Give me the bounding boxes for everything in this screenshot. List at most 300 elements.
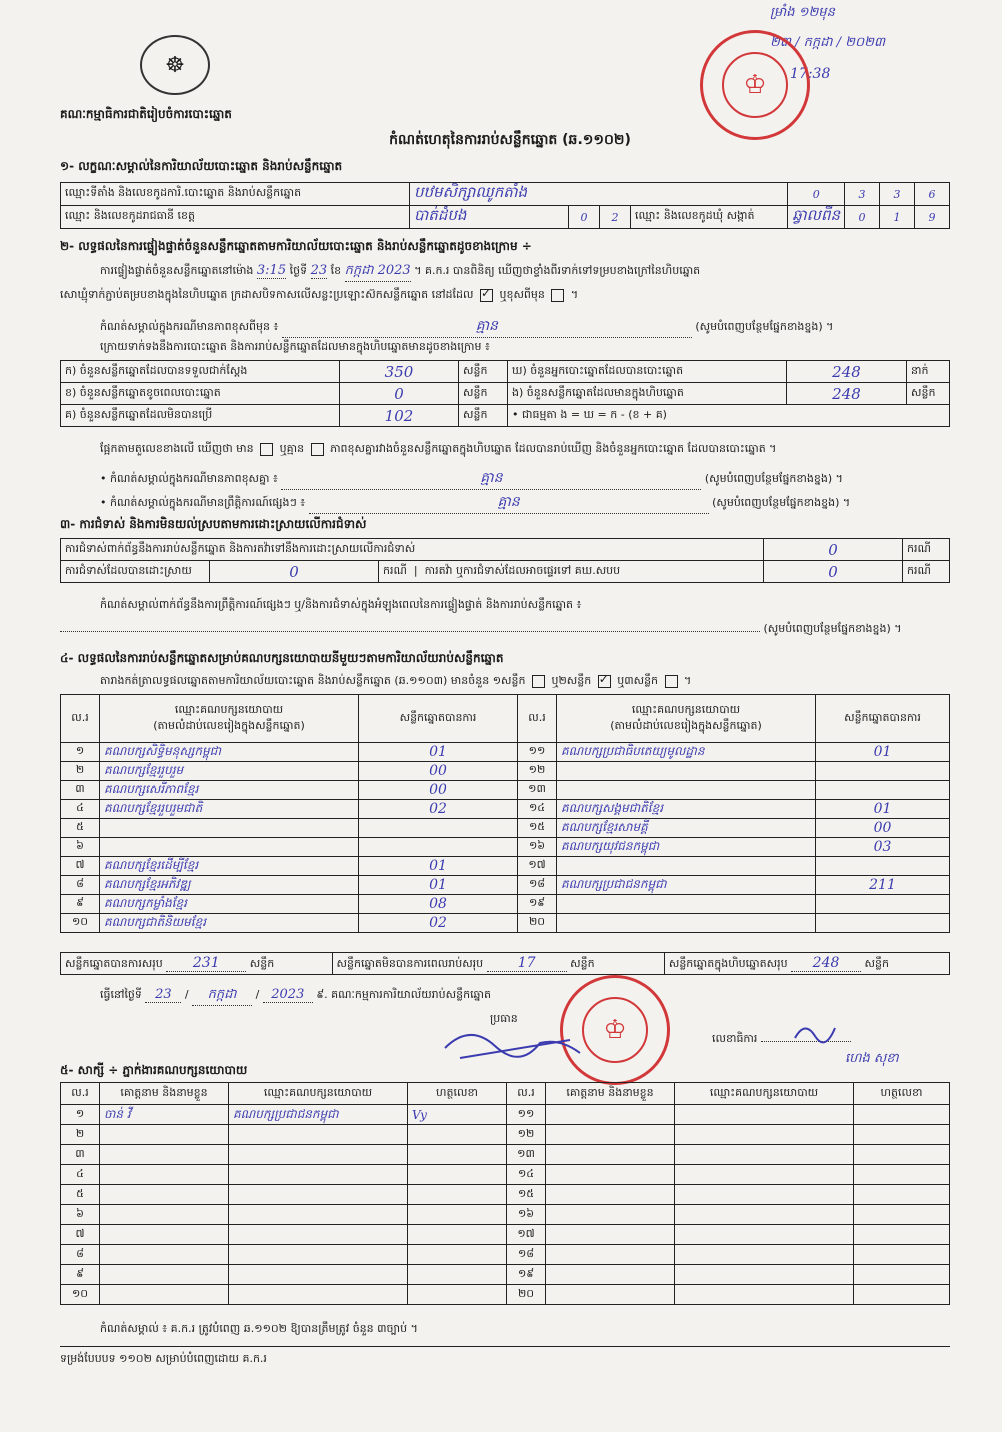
witness-sign-right <box>854 1125 950 1145</box>
witness-sign-left <box>408 1125 507 1145</box>
received-value: 350 <box>340 361 459 383</box>
unchanged-checkbox[interactable] <box>480 289 493 302</box>
witness-party-right <box>675 1125 854 1145</box>
witness-no-right: ១៧ <box>507 1225 546 1245</box>
party-no-right: ១២ <box>518 762 557 781</box>
station-code-4: 6 <box>915 183 950 206</box>
witness-sign-left <box>408 1245 507 1265</box>
party-name-right <box>557 857 816 876</box>
witness-name-left <box>100 1285 229 1305</box>
witness-sign-left <box>408 1145 507 1165</box>
party-votes-left: 02 <box>359 914 518 933</box>
witness-party-left <box>229 1285 408 1305</box>
witness-party-left: គណបក្សប្រជាជនកម្ពុជា <box>229 1105 408 1125</box>
witness-sign-right <box>854 1105 950 1125</box>
total-invalid-cell <box>332 953 664 975</box>
three-sheet-checkbox[interactable] <box>665 675 678 688</box>
party-name-right <box>557 895 816 914</box>
objection-row3-value: 0 <box>764 561 903 583</box>
party-name-left: គណបក្សខ្មែររួបរួម <box>100 762 359 781</box>
witness-party-left <box>229 1205 408 1225</box>
spoiled-label: ខ) ចំនួនសន្លឹកឆ្នោតខូចពេលបោះឆ្នោត <box>61 383 340 405</box>
verification-text-c: ខែ <box>330 264 342 277</box>
col-party-left-sub: (តាមលំដាប់លេខរៀងក្នុងសន្លឹកឆ្នោត) <box>153 718 305 732</box>
col-no-left: ល.រ <box>61 695 100 743</box>
witness-name-left <box>100 1165 229 1185</box>
party-row <box>61 819 950 838</box>
witness-name-left: ចាន់ វី <box>100 1105 229 1125</box>
party-no-left: ៨ <box>61 876 100 895</box>
party-votes-left: 00 <box>359 762 518 781</box>
commune-value: ឆ្វាលពីន <box>788 206 845 229</box>
section3-heading: ៣- ការជំទាស់ និងការមិនយល់ស្របតាមការដោះស្រាយលើការជំទាស់ <box>60 517 367 531</box>
witness-name-right <box>546 1145 675 1165</box>
witness-name-right <box>546 1105 675 1125</box>
total-valid-cell <box>61 953 333 975</box>
objection-table <box>60 538 950 583</box>
col-votes-left: សន្លឹកឆ្នោតបានការ <box>359 695 518 743</box>
in-box-unit: សន្លឹក <box>907 383 950 405</box>
total-valid-value: 231 <box>166 955 246 972</box>
party-row <box>61 876 950 895</box>
witness-sign-right <box>854 1205 950 1225</box>
party-votes-left: 01 <box>359 743 518 762</box>
station-code-3: 3 <box>880 183 915 206</box>
org-name: គណៈកម្មាធិការជាតិរៀបចំការបោះឆ្នោត <box>60 107 232 121</box>
party-name-left <box>100 819 359 838</box>
commune-code-2: 1 <box>880 206 915 229</box>
witness-row <box>61 1245 950 1265</box>
spoiled-value: 0 <box>340 383 459 405</box>
party-row <box>61 743 950 762</box>
verification-text-d: ។ គ.ក.រ បានពិនិត្យ ឃើញថាខ្ទាំងពីរទាក់ទៅទម្របខាងក្រៅនៃហិបឆ្នោត <box>414 264 701 277</box>
verification-day: 23 <box>310 263 328 278</box>
official-stamp-top <box>700 30 810 140</box>
party-votes-left: 00 <box>359 781 518 800</box>
totals-table <box>60 952 950 975</box>
party-votes-left <box>359 838 518 857</box>
witness-no-left: ៥ <box>61 1185 100 1205</box>
nec-logo: ☸ <box>140 35 210 95</box>
witness-no-left: ៧ <box>61 1225 100 1245</box>
section4-intro-b: ឬ២សន្លឹក <box>551 674 592 687</box>
in-box-label: ង) ចំនួនសន្លឹកឆ្នោតដែលមានក្នុងហិបឆ្នោត <box>508 383 787 405</box>
party-row <box>61 762 950 781</box>
witness-name-right <box>546 1265 675 1285</box>
witness-name-right <box>546 1165 675 1185</box>
secretary-signature-icon <box>790 1018 840 1048</box>
witness-name-right <box>546 1125 675 1145</box>
objection-note-blank <box>60 631 760 632</box>
ballot-intro: ក្រោយទាក់ទងនឹងការបោះឆ្នោត និងការរាប់សន្លឹកឆ្នោតដែលមានក្នុងហិបឆ្នោតមានដូចខាងក្រោម ៖ <box>100 340 490 353</box>
party-no-left: ១ <box>61 743 100 762</box>
witness-no-right: ២០ <box>507 1285 546 1305</box>
total-invalid-unit: សន្លឹក <box>570 956 595 970</box>
witness-no-right: ១៦ <box>507 1205 546 1225</box>
verification-line-2: សោឃ្មុំទាក់ភ្ជាប់តម្របខាងក្នុងនៃហិបឆ្នោត ក្រដាសបិទកាសលើសន្លះប្រឡោះស៊កសន្លឹកឆ្នោត នៅដដែល ✓ ឬខុសពីមុន ។ <box>60 288 578 304</box>
station-value: បឋមសិក្សាឈូកតាំង <box>410 183 788 206</box>
section4-intro-c: ឬ៣សន្លឹក <box>617 674 659 687</box>
witness-party-right <box>675 1145 854 1165</box>
party-row <box>61 838 950 857</box>
date-day: 23 <box>145 987 181 1003</box>
party-name-left <box>100 838 359 857</box>
party-no-left: ៩ <box>61 895 100 914</box>
witness-no-left: ៩ <box>61 1265 100 1285</box>
witness-name-left <box>100 1265 229 1285</box>
witness-row <box>61 1205 950 1225</box>
witness-row <box>61 1145 950 1165</box>
witness-name-right <box>546 1205 675 1225</box>
party-no-left: ៥ <box>61 819 100 838</box>
w-col-party-left: ឈ្មោះគណបក្សនយោបាយ <box>229 1083 408 1105</box>
province-code-2: 2 <box>600 206 631 229</box>
voted-unit: នាក់ <box>907 361 950 383</box>
verification-text-a: ការផ្ទៀងផ្ទាត់ចំនួនសន្លឹកឆ្នោតនៅម៉ោង <box>100 264 254 277</box>
party-votes-right <box>816 781 950 800</box>
witness-sign-right <box>854 1145 950 1165</box>
witness-sign-left <box>408 1185 507 1205</box>
note3-label: • កំណត់សម្គាល់ក្នុងករណីមានព្រឹត្តិការណ៍ផ្សេងៗ ៖ <box>100 496 306 509</box>
party-no-left: ៣ <box>61 781 100 800</box>
witness-sign-left <box>408 1225 507 1245</box>
station-code-2: 3 <box>845 183 880 206</box>
president-label: ប្រធាន <box>490 1012 518 1025</box>
witness-row <box>61 1225 950 1245</box>
commune-label: ឈ្មោះ និងលេខកូដឃុំ សង្កាត់ <box>631 206 788 229</box>
party-row <box>61 781 950 800</box>
witness-sign-left <box>408 1165 507 1185</box>
verification-time: 3:15 <box>256 263 287 278</box>
witness-no-left: ២ <box>61 1125 100 1145</box>
witness-row <box>61 1125 950 1145</box>
difference-note-hint: (សូមបំពេញបន្ថែមផ្នែកខាងខ្នង) ។ <box>695 320 834 333</box>
witness-no-left: ១ <box>61 1105 100 1125</box>
objection-row1-unit: ករណី <box>903 539 950 561</box>
objection-row1-label: ការជំទាស់ពាក់ព័ន្ធនឹងការរាប់សន្លឹកឆ្នោត និងការតវ៉ាទៅនឹងការដោះស្រាយលើការជំទាស់ <box>61 539 764 561</box>
witness-party-right <box>675 1265 854 1285</box>
witness-row <box>61 1185 950 1205</box>
section1-table <box>60 182 950 229</box>
witness-no-right: ១៤ <box>507 1165 546 1185</box>
total-invalid-value: 17 <box>487 955 567 972</box>
received-unit: សន្លឹក <box>459 361 508 383</box>
witness-name-right <box>546 1225 675 1245</box>
unused-label: គ) ចំនួនសន្លឹកឆ្នោតដែលមិនបានប្រើ <box>61 405 340 427</box>
one-sheet-checkbox[interactable] <box>532 675 545 688</box>
witness-party-right <box>675 1245 854 1265</box>
party-name-left: គណបក្សខ្មែរអភិវឌ្ឍ <box>100 876 359 895</box>
objection-row3-unit: ករណី <box>903 561 950 583</box>
witness-party-left <box>229 1185 408 1205</box>
handwritten-date-top: ២៣ / កក្កដា / ២០២៣ <box>770 35 886 50</box>
party-no-right: ១៥ <box>518 819 557 838</box>
unused-unit: សន្លឹក <box>459 405 508 427</box>
party-votes-right: 03 <box>816 838 950 857</box>
total-box-cell <box>664 953 949 975</box>
party-votes-left: 02 <box>359 800 518 819</box>
handwritten-time-top: 17:38 <box>790 66 831 82</box>
compare-line <box>100 442 776 458</box>
party-no-right: ១៤ <box>518 800 557 819</box>
party-votes-right <box>816 762 950 781</box>
witness-name-left <box>100 1205 229 1225</box>
objection-note-hint: (សូមបំពេញបន្ថែមផ្នែកខាងខ្នង) ។ <box>763 622 902 635</box>
party-name-left: គណបក្សសេរីភាពខ្មែរ <box>100 781 359 800</box>
form-title: កំណត់ហេតុនៃការរាប់សន្លឹកឆ្នោត (ឆ.១១០២) <box>389 132 631 148</box>
witness-sign-right <box>854 1285 950 1305</box>
witness-name-right <box>546 1245 675 1265</box>
objection-row1-value: 0 <box>764 539 903 561</box>
col-party-left <box>100 695 359 743</box>
section4-heading: ៤- លទ្ធផលនៃការរាប់សន្លឹកឆ្នោតសម្រាប់គណបក្សនយោបាយនីមួយៗតាមការិយាល័យរាប់សន្លឹកឆ្នោត <box>60 651 504 665</box>
stamp-emblem-icon: ♔ <box>722 52 788 118</box>
witness-sign-right <box>854 1245 950 1265</box>
province-value: បាត់ដំបង <box>410 206 569 229</box>
party-votes-right: 211 <box>816 876 950 895</box>
party-results-table <box>60 694 950 933</box>
note3-value: គ្មាន <box>309 492 709 514</box>
difference-note-line <box>100 316 833 338</box>
objection-row2-value: 0 <box>210 561 379 583</box>
witness-sign-right <box>854 1185 950 1205</box>
witness-no-right: ១៥ <box>507 1185 546 1205</box>
party-no-right: ១១ <box>518 743 557 762</box>
party-no-left: ៤ <box>61 800 100 819</box>
received-label: ក) ចំនួនសន្លឹកឆ្នោតដែលបានទទួលជាក់ស្តែង <box>61 361 340 383</box>
witness-no-left: ៤ <box>61 1165 100 1185</box>
verification-line-1 <box>100 262 700 282</box>
witness-party-right <box>675 1105 854 1125</box>
difference-note-label: កំណត់សម្គាល់ក្នុងករណីមានភាពខុសពីមុន ៖ <box>100 320 279 333</box>
party-votes-left: 08 <box>359 895 518 914</box>
has-difference-checkbox[interactable] <box>260 443 273 456</box>
witness-name-left <box>100 1145 229 1165</box>
witness-row <box>61 1165 950 1185</box>
witness-sign-left <box>408 1265 507 1285</box>
section5-heading: ៥- សាក្សី ÷ ភ្នាក់ងារគណបក្សនយោបាយ <box>60 1063 248 1077</box>
witness-party-left <box>229 1265 408 1285</box>
party-votes-left: 01 <box>359 857 518 876</box>
witness-party-left <box>229 1245 408 1265</box>
witness-row <box>61 1265 950 1285</box>
witness-no-right: ១២ <box>507 1125 546 1145</box>
witness-no-left: ៣ <box>61 1145 100 1165</box>
date-line: ធ្វើនៅថ្ងៃទី 23 / កក្កដា / 2023 ៩. គណៈកម្មការការិយាល័យរាប់សន្លឹកឆ្នោត <box>100 986 491 1006</box>
party-no-left: ១០ <box>61 914 100 933</box>
witness-row <box>61 1105 950 1125</box>
total-valid-label: សន្លឹកឆ្នោតបានការសរុប <box>65 956 163 970</box>
party-name-left: គណបក្សខ្មែរដើម្បីខ្មែរ <box>100 857 359 876</box>
party-votes-right <box>816 857 950 876</box>
party-no-right: ១៩ <box>518 895 557 914</box>
stamp-emblem-bottom-icon: ♔ <box>582 997 648 1063</box>
total-box-value: 248 <box>791 955 861 972</box>
witness-party-right <box>675 1225 854 1245</box>
changed-checkbox[interactable] <box>551 289 564 302</box>
station-label: ឈ្មោះទីតាំង និងលេខកូដការិ.បោះឆ្នោត និងរាប់សន្លឹកឆ្នោត <box>61 183 410 206</box>
party-name-right <box>557 781 816 800</box>
witness-no-left: ៦ <box>61 1205 100 1225</box>
party-votes-right <box>816 895 950 914</box>
party-votes-left <box>359 819 518 838</box>
witness-no-right: ១៨ <box>507 1245 546 1265</box>
w-col-sign-left: ហត្ថលេខា <box>408 1083 507 1105</box>
party-no-right: ១៦ <box>518 838 557 857</box>
witness-party-right <box>675 1205 854 1225</box>
col-party-right <box>557 695 816 743</box>
note2-label: • កំណត់សម្គាល់ក្នុងករណីមានភាពខុសគ្នា ៖ <box>100 472 278 485</box>
commission-label: ៩. គណៈកម្មការការិយាល័យរាប់សន្លឹកឆ្នោត <box>316 988 492 1001</box>
party-name-right: គណបក្សប្រជាធិបតេយ្យមូលដ្ឋាន <box>557 743 816 762</box>
commune-code-3: 9 <box>915 206 950 229</box>
party-name-right: គណបក្សប្រជាជនកម្ពុជា <box>557 876 816 895</box>
witness-name-right <box>546 1185 675 1205</box>
w-col-sign-right: ហត្ថលេខា <box>854 1083 950 1105</box>
col-party-left-title: ឈ្មោះគណបក្សនយោបាយ <box>174 702 284 716</box>
total-box-label: សន្លឹកឆ្នោតក្នុងហិបឆ្នោតសរុប <box>668 956 788 970</box>
witness-no-left: ១០ <box>61 1285 100 1305</box>
voted-value: 248 <box>787 361 907 383</box>
note2-line <box>100 468 843 490</box>
province-label <box>61 206 410 229</box>
compare-text-b: ឬគ្មាន <box>279 442 305 455</box>
party-name-right <box>557 762 816 781</box>
party-no-right: ១៨ <box>518 876 557 895</box>
witness-no-right: ១៣ <box>507 1145 546 1165</box>
witness-sign-left <box>408 1205 507 1225</box>
seal-text: សោឃ្មុំទាក់ភ្ជាប់តម្របខាងក្នុងនៃហិបឆ្នោត ក្រដាសបិទកាសលើសន្លះប្រឡោះស៊កសន្លឹកឆ្នោត នៅដដែល <box>60 288 474 301</box>
verification-text-b: ថ្ងៃទី <box>289 264 308 277</box>
footer-divider <box>60 1346 950 1347</box>
witness-sign-right <box>854 1225 950 1245</box>
party-no-left: ៦ <box>61 838 100 857</box>
in-box-value: 248 <box>787 383 907 405</box>
party-no-left: ៧ <box>61 857 100 876</box>
w-col-name-left: គោត្តនាម និងនាមខ្លួន <box>100 1083 229 1105</box>
note2-hint: (សូមបំពេញបន្ថែមផ្នែកខាងខ្នង) ។ <box>704 472 843 485</box>
date-month: កក្កដា <box>192 986 252 1006</box>
witness-table <box>60 1082 950 1305</box>
party-votes-left: 01 <box>359 876 518 895</box>
col-no-right: ល.រ <box>518 695 557 743</box>
compare-text-c: ភាពខុសគ្នារវាងចំនួនសន្លឹកឆ្នោតក្នុងហិបឆ្នោត ដែលបានរាប់ឃើញ និងចំនួនអ្នកបោះឆ្នោត ដែលបានបោះឆ្នោត ។ <box>330 442 777 455</box>
note3-hint: (សូមបំពេញបន្ថែមផ្នែកខាងខ្នង) ។ <box>712 496 851 509</box>
no-difference-checkbox[interactable] <box>311 443 324 456</box>
spoiled-unit: សន្លឹក <box>459 383 508 405</box>
objection-row2-unit: ករណី <box>383 563 407 577</box>
section4-intro-a: តារាងកត់ត្រាលទ្ធផលឆ្នោតតាមការិយាល័យបោះឆ្នោត និងរាប់សន្លឹកឆ្នោត (ឆ.១១០៣) មានចំនួន ១សន្លឹក <box>100 674 526 687</box>
party-row <box>61 800 950 819</box>
col-votes-right: សន្លឹកឆ្នោតបានការ <box>816 695 950 743</box>
party-votes-right: 00 <box>816 819 950 838</box>
party-row <box>61 857 950 876</box>
party-name-right: គណបក្សខ្មែរសាមគ្គី <box>557 819 816 838</box>
total-invalid-label: សន្លឹកឆ្នោតមិនបានការពេលរាប់សរុប <box>336 956 484 970</box>
date-label: ធ្វើនៅថ្ងៃទី <box>100 988 142 1001</box>
party-name-left: គណបក្សខ្មែររួបរួមជាតិ <box>100 800 359 819</box>
party-no-right: ២០ <box>518 914 557 933</box>
total-valid-unit: សន្លឹក <box>249 956 275 970</box>
compare-text-a: ផ្អែកតាមតួលេខខាងលើ ឃើញថា មាន <box>100 442 254 455</box>
voted-label: ឃ) ចំនួនអ្នកបោះឆ្នោតដែលបានបោះឆ្នោត <box>508 361 787 383</box>
handwritten-note-top: ម្រាំង ១២មុន <box>770 5 835 20</box>
party-row <box>61 914 950 933</box>
witness-name-left <box>100 1125 229 1145</box>
party-row <box>61 895 950 914</box>
objection-note-line <box>60 622 950 638</box>
party-name-right <box>557 914 816 933</box>
party-name-right: គណបក្សយុវជនកម្ពុជា <box>557 838 816 857</box>
col-party-right-title: ឈ្មោះគណបក្សនយោបាយ <box>631 702 741 716</box>
party-no-right: ១៣ <box>518 781 557 800</box>
province-code-1: 0 <box>569 206 600 229</box>
ballot-count-table <box>60 360 950 427</box>
witness-footnote: កំណត់សម្គាល់ ៖ គ.ក.រ ត្រូវបំពេញ ឆ.១១០២ ឱ្យបានត្រឹមត្រូវ ចំនួន ៣ច្បាប់ ។ <box>100 1322 418 1335</box>
witness-name-left <box>100 1245 229 1265</box>
station-code-1: 0 <box>788 183 845 206</box>
party-name-left: គណបក្សជាតិនិយមខ្មែរ <box>100 914 359 933</box>
party-no-right: ១៧ <box>518 857 557 876</box>
w-col-name-right: គោត្តនាម និងនាមខ្លួន <box>546 1083 675 1105</box>
witness-name-right <box>546 1285 675 1305</box>
total-box-unit: សន្លឹក <box>864 956 889 970</box>
witness-party-right <box>675 1165 854 1185</box>
witness-sign-right <box>854 1265 950 1285</box>
changed-text: ឬខុសពីមុន <box>499 288 545 301</box>
two-sheet-checkbox[interactable] <box>598 675 611 688</box>
w-col-no-right: ល.រ <box>507 1083 546 1105</box>
witness-no-right: ១៩ <box>507 1265 546 1285</box>
w-col-no-left: ល.រ <box>61 1083 100 1105</box>
party-votes-right: 01 <box>816 800 950 819</box>
verification-month-year: កក្កដា 2023 <box>345 262 411 282</box>
party-name-left: គណបក្សសិទ្ធិមនុស្សកម្ពុជា <box>100 743 359 762</box>
witness-name-left <box>100 1225 229 1245</box>
form-footer: ទម្រង់បែបបទ ១១០២ សម្រាប់បំពេញដោយ គ.ក.រ <box>60 1352 267 1365</box>
party-no-left: ២ <box>61 762 100 781</box>
party-name-left: គណបក្សកម្លាំងខ្មែរ <box>100 895 359 914</box>
w-col-party-right: ឈ្មោះគណបក្សនយោបាយ <box>675 1083 854 1105</box>
witness-party-left <box>229 1145 408 1165</box>
witness-name-left <box>100 1185 229 1205</box>
witness-sign-left <box>408 1285 507 1305</box>
party-name-right: គណបក្សសង្គមជាតិខ្មែរ <box>557 800 816 819</box>
section1-heading: ១- លក្ខណៈសម្គាល់នៃការិយាល័យបោះឆ្នោត និងរាប់សន្លឹកឆ្នោត <box>60 159 343 173</box>
objection-row2-label: ការជំទាស់ដែលបានដោះស្រាយ <box>61 561 210 583</box>
witness-sign-right <box>854 1165 950 1185</box>
party-votes-right <box>816 914 950 933</box>
witness-row <box>61 1285 950 1305</box>
section4-intro: តារាងកត់ត្រាលទ្ធផលឆ្នោតតាមការិយាល័យបោះឆ្នោត និងរាប់សន្លឹកឆ្នោត (ឆ.១១០៣) មានចំនួន ១សន្លឹក ឬ២សន្លឹក ✓ ឬ៣សន្លឹក ។ <box>100 674 691 690</box>
witness-no-left: ៨ <box>61 1245 100 1265</box>
objection-row3-text: ការតវ៉ា ឬការជំទាស់ដែលអាចផ្ទេរទៅ គឃ.សបប <box>424 563 621 577</box>
secretary-name: ហេង សុខា <box>845 1051 899 1066</box>
section2-heading: ២- លទ្ធផលនៃការផ្ទៀងផ្ទាត់ចំនួនសន្លឹកឆ្នោតតាមការិយាល័យបោះឆ្នោត និងរាប់សន្លឹកឆ្នោតដូចខាងក្រោម ÷ <box>60 239 532 253</box>
witness-sign-left: Vy <box>408 1105 507 1125</box>
date-year: 2023 <box>263 987 313 1003</box>
party-votes-right: 01 <box>816 743 950 762</box>
commune-code-1: 0 <box>845 206 880 229</box>
note2-value: គ្មាន <box>281 468 701 490</box>
difference-note-value: គ្មាន <box>282 316 692 338</box>
witness-party-right <box>675 1185 854 1205</box>
witness-party-left <box>229 1165 408 1185</box>
secretary-label: លេខាធិការ <box>712 1032 758 1045</box>
objection-row3-label: ករណី | ការតវ៉ា ឬការជំទាស់ដែលអាចផ្ទេរទៅ គឃ.សបប <box>379 561 764 583</box>
witness-party-left <box>229 1125 408 1145</box>
witness-no-right: ១១ <box>507 1105 546 1125</box>
